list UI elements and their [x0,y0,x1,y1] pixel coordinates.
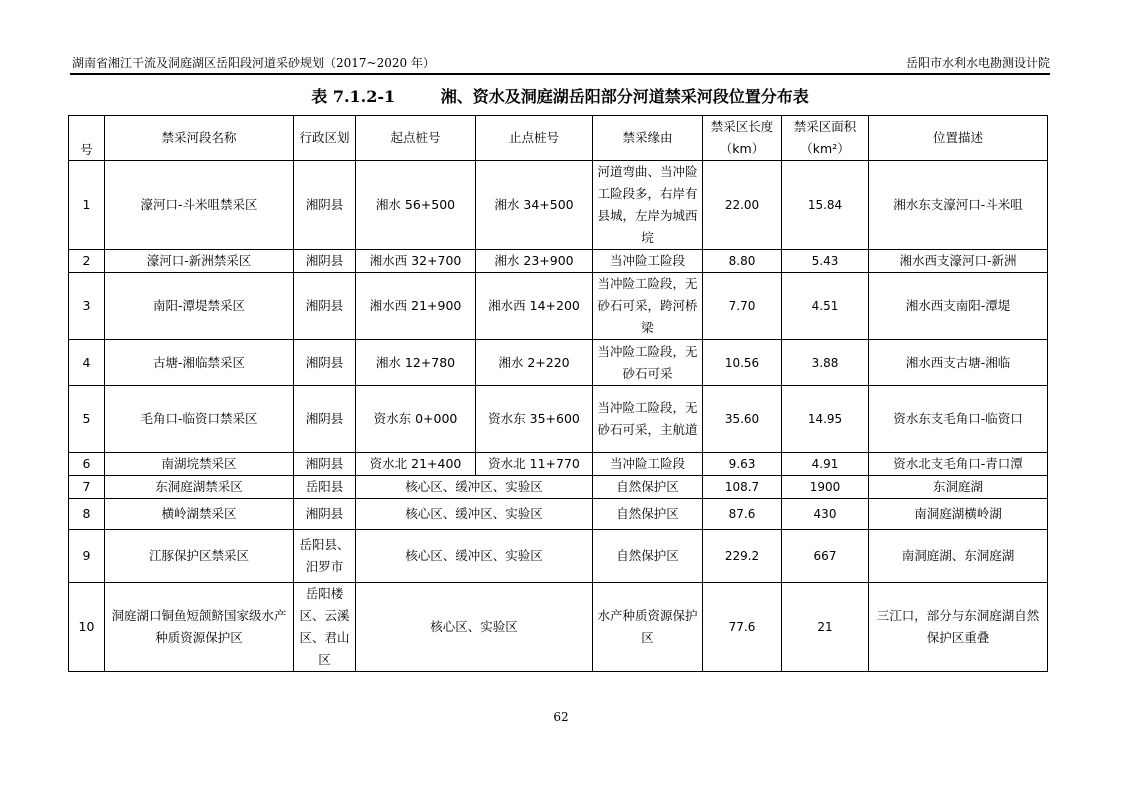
cell-area: 3.88 [782,340,869,386]
header-location: 位置描述 [869,116,1048,161]
cell-start: 湘水西 32+700 [356,250,476,273]
cell-area: 430 [782,499,869,530]
cell-length: 87.6 [703,499,782,530]
table-row [69,499,1048,530]
cell-start: 湘水 12+780 [356,340,476,386]
cell-name: 东洞庭湖禁采区 [105,476,294,499]
table-title [70,84,1050,110]
cell-reason: 自然保护区 [593,499,703,530]
cell-location: 资水东支毛角口-临资口 [869,386,1048,453]
cell-length: 229.2 [703,530,782,583]
cell-location: 南洞庭湖、东洞庭湖 [869,530,1048,583]
cell-area: 4.51 [782,273,869,340]
cell-location: 湘水西支古塘-湘临 [869,340,1048,386]
cell-start: 湘水西 21+900 [356,273,476,340]
cell-end: 湘水 34+500 [476,161,593,250]
cell-length: 8.80 [703,250,782,273]
cell-name: 濠河口-斗米咀禁采区 [105,161,294,250]
cell-admin: 岳阳县 [294,476,356,499]
table-row [69,161,1048,250]
table-row [69,340,1048,386]
cell-name: 洞庭湖口铜鱼短颌鲚国家级水产种质资源保护区 [105,583,294,672]
prohibited-zones-table [68,115,1048,672]
header-end: 止点桩号 [476,116,593,161]
cell-name: 江豚保护区禁采区 [105,530,294,583]
header-reason: 禁采缘由 [593,116,703,161]
cell-reason: 当冲险工险段，无砂石可采，主航道 [593,386,703,453]
header-start: 起点桩号 [356,116,476,161]
header-organization: 岳阳市水利水电勘测设计院 [905,56,1050,70]
cell-start: 资水北 21+400 [356,453,476,476]
table-header-row [69,116,1048,161]
cell-zone: 核心区、缓冲区、实验区 [356,499,593,530]
cell-no: 5 [69,386,105,453]
cell-admin: 湘阴县 [294,250,356,273]
cell-end: 湘水 2+220 [476,340,593,386]
cell-admin: 湘阴县 [294,161,356,250]
cell-reason: 自然保护区 [593,476,703,499]
header-area: 禁采区面积（km²） [782,116,869,161]
cell-zone: 核心区、缓冲区、实验区 [356,530,593,583]
cell-location: 南洞庭湖横岭湖 [869,499,1048,530]
cell-reason: 河道弯曲、当冲险工险段多，右岸有县城，左岸为城西垸 [593,161,703,250]
cell-length: 77.6 [703,583,782,672]
table-row [69,386,1048,453]
cell-length: 10.56 [703,340,782,386]
cell-reason: 自然保护区 [593,530,703,583]
header-length: 禁采区长度（km） [703,116,782,161]
cell-location: 资水北支毛角口-青口潭 [869,453,1048,476]
cell-start: 湘水 56+500 [356,161,476,250]
cell-no: 2 [69,250,105,273]
table-row [69,273,1048,340]
cell-location: 东洞庭湖 [869,476,1048,499]
header-name: 禁采河段名称 [105,116,294,161]
cell-start: 资水东 0+000 [356,386,476,453]
cell-zone: 核心区、实验区 [356,583,593,672]
cell-admin: 湘阴县 [294,273,356,340]
cell-length: 108.7 [703,476,782,499]
cell-end: 湘水西 14+200 [476,273,593,340]
cell-zone: 核心区、缓冲区、实验区 [356,476,593,499]
cell-end: 湘水 23+900 [476,250,593,273]
cell-area: 21 [782,583,869,672]
table-caption: 湘、资水及洞庭湖岳阳部分河道禁采河段位置分布表 [440,87,809,106]
cell-no: 6 [69,453,105,476]
cell-location: 湘水西支濠河口-新洲 [869,250,1048,273]
cell-name: 古塘-湘临禁采区 [105,340,294,386]
cell-no: 3 [69,273,105,340]
cell-end: 资水东 35+600 [476,386,593,453]
cell-area: 4.91 [782,453,869,476]
cell-admin: 湘阴县 [294,453,356,476]
cell-admin: 湘阴县 [294,386,356,453]
cell-admin: 湘阴县 [294,340,356,386]
cell-reason: 当冲险工险段，无砂石可采，跨河桥梁 [593,273,703,340]
cell-area: 667 [782,530,869,583]
header-no: 号 [69,116,105,161]
cell-no: 9 [69,530,105,583]
cell-length: 35.60 [703,386,782,453]
cell-area: 5.43 [782,250,869,273]
cell-area: 14.95 [782,386,869,453]
cell-no: 10 [69,583,105,672]
cell-name: 濠河口-新洲禁采区 [105,250,294,273]
cell-name: 南阳-潭堤禁采区 [105,273,294,340]
cell-reason: 当冲险工险段 [593,250,703,273]
table-row [69,476,1048,499]
cell-area: 1900 [782,476,869,499]
cell-location: 湘水东支濠河口-斗米咀 [869,161,1048,250]
cell-length: 9.63 [703,453,782,476]
cell-reason: 水产种质资源保护区 [593,583,703,672]
cell-reason: 当冲险工险段，无砂石可采 [593,340,703,386]
header-admin: 行政区划 [294,116,356,161]
cell-admin: 岳阳楼区、云溪区、君山区 [294,583,356,672]
header-document-title: 湖南省湘江干流及洞庭湖区岳阳段河道采砂规划（2017~2020 年） [72,56,435,70]
page-header [72,52,1050,74]
cell-area: 15.84 [782,161,869,250]
table-row [69,453,1048,476]
cell-name: 南湖垸禁采区 [105,453,294,476]
cell-name: 毛角口-临资口禁采区 [105,386,294,453]
table-row [69,530,1048,583]
cell-no: 8 [69,499,105,530]
header-divider [70,73,1050,75]
cell-length: 7.70 [703,273,782,340]
cell-length: 22.00 [703,161,782,250]
cell-admin: 湘阴县 [294,499,356,530]
cell-admin: 岳阳县、汨罗市 [294,530,356,583]
table-row [69,250,1048,273]
cell-reason: 当冲险工险段 [593,453,703,476]
cell-location: 三江口，部分与东洞庭湖自然保护区重叠 [869,583,1048,672]
table-number: 表 7.1.2-1 [311,87,396,106]
cell-end: 资水北 11+770 [476,453,593,476]
cell-no: 7 [69,476,105,499]
cell-name: 横岭湖禁采区 [105,499,294,530]
cell-no: 4 [69,340,105,386]
cell-no: 1 [69,161,105,250]
cell-location: 湘水西支南阳-潭堤 [869,273,1048,340]
page-number: 62 [553,710,569,724]
table-row [69,583,1048,672]
